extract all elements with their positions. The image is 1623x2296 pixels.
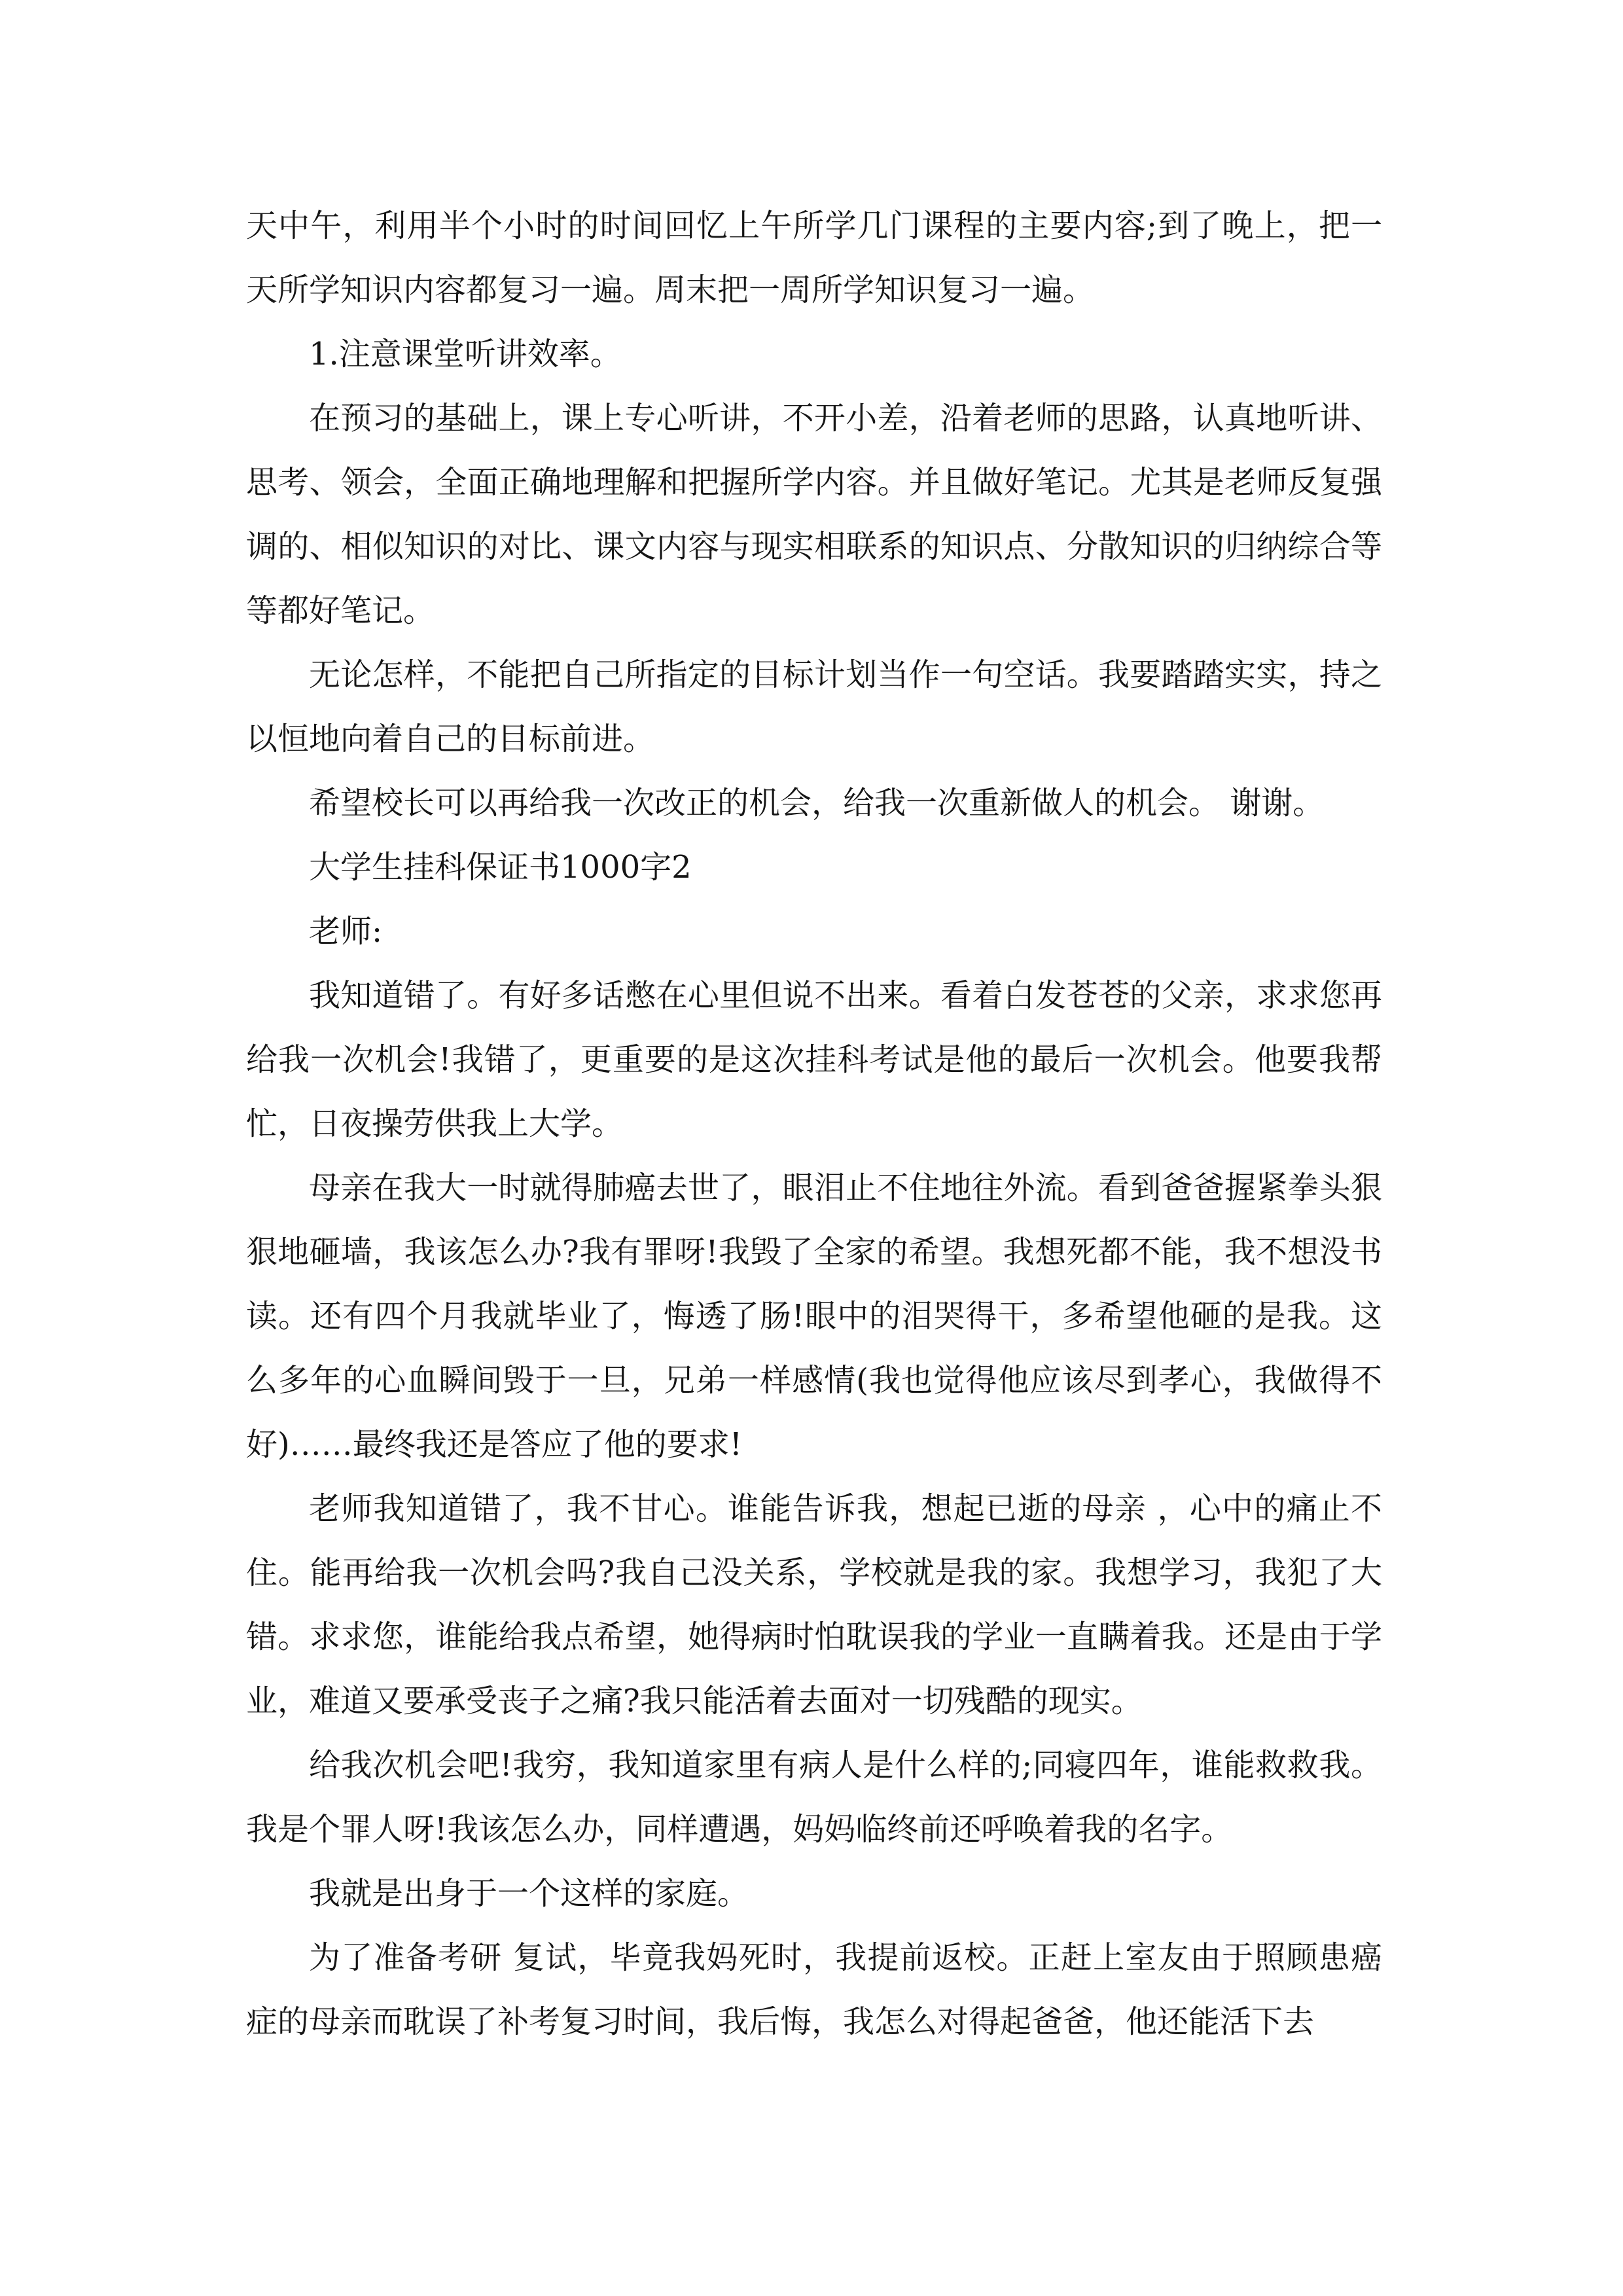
paragraph-3: 在预习的基础上，课上专心听讲，不开小差，沿着老师的思路，认真地听讲、思考、领会，全面正确地理解和把握所学内容。并且做好笔记。尤其是老师反复强调的、相似知识的对比、课文内容与现实相联系的知识点、分散知识的归纳综合等等都好笔记。 [246, 400, 1382, 629]
paragraph-1: 天中午，利用半个小时的时间回忆上午所学几门课程的主要内容;到了晚上，把一天所学知识内容都复习一遍。周末把一周所学知识复习一遍。 [246, 207, 1382, 308]
paragraph-12: 我就是出身于一个这样的家庭。 [309, 1875, 749, 1912]
paragraph-2-heading: 1.注意课堂听讲效率。 [309, 336, 622, 372]
paragraph-8: 我知道错了。有好多话憋在心里但说不出来。看着白发苍苍的父亲，求求您再给我一次机会!我错了，更重要的是这次挂科考试是他的最后一次机会。他要我帮忙，日夜操劳供我上大学。 [246, 977, 1382, 1142]
paragraph-5: 希望校长可以再给我一次改正的机会，给我一次重新做人的机会。 谢谢。 [309, 785, 1325, 821]
paragraph-4: 无论怎样，不能把自己所指定的目标计划当作一句空话。我要踏踏实实，持之以恒地向着自己的目标前进。 [246, 656, 1382, 757]
section-title: 大学生挂科保证书1000字2 [309, 849, 692, 886]
paragraph-10: 老师我知道错了，我不甘心。谁能告诉我，想起已逝的母亲 ，心中的痛止不住。能再给我一次机会吗?我自己没关系，学校就是我的家。我想学习，我犯了大错。求求您，谁能给我点希望，她得病时怕耽误我的学业一直瞒着我。还是由于学业，难道又要承受丧子之痛?我只能活着去面对一切残酷的现实。 [246, 1490, 1382, 1719]
paragraph-9: 母亲在我大一时就得肺癌去世了，眼泪止不住地往外流。看到爸爸握紧拳头狠狠地砸墙，我该怎么办?我有罪呀!我毁了全家的希望。我想死都不能，我不想没书读。还有四个月我就毕业了，悔透了肠!眼中的泪哭得干，多希望他砸的是我。这么多年的心血瞬间毁于一旦，兄弟一样感情(我也觉得他应该尽到孝心，我做得不好)……最终我还是答应了他的要求! [246, 1170, 1382, 1463]
document-body [246, 194, 1382, 2054]
paragraph-13: 为了准备考研 复试，毕竟我妈死时，我提前返校。正赶上室友由于照顾患癌症的母亲而耽误了补考复习时间，我后悔，我怎么对得起爸爸，他还能活下去 [246, 1939, 1382, 2040]
paragraph-11: 给我次机会吧!我穷，我知道家里有病人是什么样的;同寝四年，谁能救救我。我是个罪人呀!我该怎么办，同样遭遇，妈妈临终前还呼唤着我的名字。 [246, 1747, 1382, 1848]
salutation: 老师: [309, 913, 383, 950]
